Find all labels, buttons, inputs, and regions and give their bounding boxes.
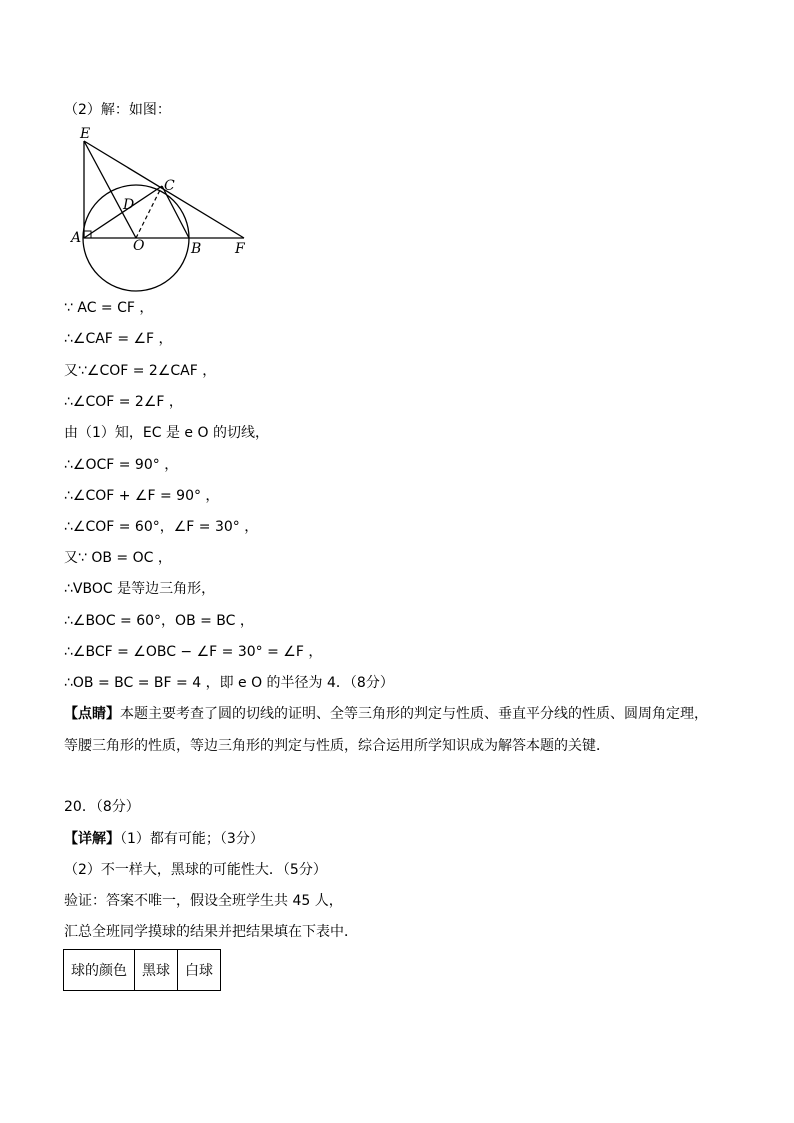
comment-tag: 【点睛】: [64, 706, 120, 722]
label-o: O: [133, 238, 145, 254]
part2-header: （2）解：如图：: [64, 102, 171, 118]
step-13: ∴OB = BC = BF = 4 ，即 e O 的半径为 4．（8分）: [64, 675, 394, 691]
step-1: ∵ AC = CF ，: [64, 300, 154, 316]
label-d: D: [123, 197, 135, 213]
step-8: ∴∠COF = 60°，∠F = 30° ，: [64, 519, 259, 535]
step-6: ∴∠OCF = 90° ，: [64, 457, 179, 473]
label-a: A: [71, 230, 82, 246]
detail-text: （1）都有可能；（3分）: [120, 831, 264, 847]
step-9: 又∵ OB = OC ，: [64, 550, 172, 566]
table-cell-black: 黑球: [135, 950, 178, 991]
q20-part2: （2）不一样大，黑球的可能性大．（5分）: [64, 862, 327, 878]
geometry-figure: [66, 124, 256, 296]
comment-text-1: 本题主要考查了圆的切线的证明、全等三角形的判定与性质、垂直平分线的性质、圆周角定理，: [120, 706, 708, 722]
step-3: 又∵∠COF = 2∠CAF ，: [64, 363, 217, 379]
table-cell-white: 白球: [178, 950, 221, 991]
line-eo: [84, 141, 136, 238]
step-5: 由（1）知，EC 是 e O 的切线，: [64, 425, 269, 441]
q20-verify: 验证：答案不唯一，假设全班学生共 45 人，: [64, 893, 343, 909]
q20-detail: [64, 829, 264, 849]
q20-summary: 汇总全班同学摸球的结果并把结果填在下表中．: [64, 924, 358, 940]
table-cell-color: 球的颜色: [64, 950, 135, 991]
line-oc-dashed: [136, 186, 162, 238]
step-12: ∴∠BCF = ∠OBC − ∠F = 30° = ∠F ，: [64, 644, 323, 660]
detail-tag: 【详解】: [64, 831, 120, 847]
comment-line-1: [64, 704, 708, 724]
step-2: ∴∠CAF = ∠F ，: [64, 331, 173, 347]
step-7: ∴∠COF + ∠F = 90° ，: [64, 488, 220, 504]
step-10: ∴VBOC 是等边三角形，: [64, 581, 216, 597]
ball-result-table: [63, 949, 221, 991]
label-e: E: [80, 126, 91, 142]
table-header-row: [64, 950, 221, 991]
label-c: C: [164, 178, 175, 194]
label-b: B: [191, 241, 202, 257]
step-4: ∴∠COF = 2∠F ，: [64, 394, 183, 410]
q20-header: 20．（8分）: [64, 799, 140, 815]
step-11: ∴∠BOC = 60°，OB = BC ，: [64, 613, 254, 629]
comment-line-2: 等腰三角形的性质，等边三角形的判定与性质，综合运用所学知识成为解答本题的关键．: [64, 738, 610, 754]
label-f: F: [235, 241, 245, 257]
